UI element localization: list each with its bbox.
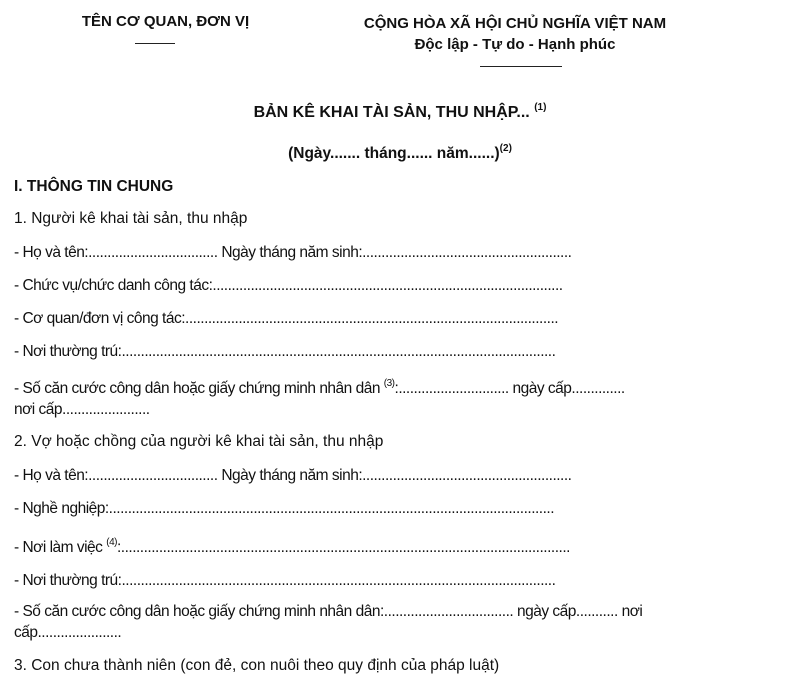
declarant-name-line: - Họ và tên:.................................. Ngày tháng năm sinh:....................................................... <box>14 244 572 261</box>
motto-underline <box>480 66 562 67</box>
declarant-position-line: - Chức vụ/chức danh công tác:............................................................................................ <box>14 277 563 294</box>
declarant-id-label: - Số căn cước công dân hoặc giấy chứng minh nhân dân <box>14 380 384 397</box>
spouse-workplace-label: - Nơi làm việc <box>14 539 107 556</box>
agency-underline <box>135 43 175 44</box>
spouse-id-line: - Số căn cước công dân hoặc giấy chứng minh nhân dân:.................................. ngày cấp........... nơi <box>14 603 643 620</box>
form-title <box>0 104 800 122</box>
declarant-subheading: 1. Người kê khai tài sản, thu nhập <box>14 210 248 227</box>
spouse-id-place-line: cấp...................... <box>14 624 122 641</box>
spouse-residence-line: - Nơi thường trú:.................................................................................................................. <box>14 572 556 589</box>
workplace-footnote: (4) <box>106 537 117 548</box>
id-footnote: (3) <box>383 378 395 389</box>
children-subheading: 3. Con chưa thành niên (con đẻ, con nuôi theo quy định của pháp luật) <box>14 657 500 674</box>
date-footnote: (2) <box>499 143 512 154</box>
national-header <box>325 13 705 55</box>
nation-name: CỘNG HÒA XÃ HỘI CHỦ NGHĨA VIỆT NAM <box>363 15 667 32</box>
spouse-subheading: 2. Vợ hoặc chồng của người kê khai tài sản, thu nhập <box>14 433 384 450</box>
form-date-text: (Ngày....... tháng...... năm......) <box>288 145 500 162</box>
form-date <box>0 145 800 163</box>
declarant-id-line <box>14 380 625 398</box>
spouse-workplace-fill: :...................................................................................................................... <box>116 539 570 556</box>
spouse-workplace-line <box>14 539 570 557</box>
spouse-occupation-line: - Nghề nghiệp:..................................................................................................................... <box>14 500 555 517</box>
declarant-residence-line: - Nơi thường trú:.................................................................................................................. <box>14 343 556 360</box>
declarant-id-place-line: nơi cấp....................... <box>14 401 150 418</box>
agency-name: TÊN CƠ QUAN, ĐƠN VỊ <box>81 13 250 30</box>
declarant-agency-line: - Cơ quan/đơn vị công tác:.................................................................................................. <box>14 310 559 327</box>
motto: Độc lập - Tự do - Hạnh phúc <box>414 36 616 53</box>
spouse-name-line: - Họ và tên:.................................. Ngày tháng năm sinh:....................................................... <box>14 467 572 484</box>
title-footnote: (1) <box>534 102 547 113</box>
declarant-id-fill: :............................. ngày cấp.............. <box>394 380 625 397</box>
section-heading: I. THÔNG TIN CHUNG <box>14 178 174 195</box>
form-title-text: BẢN KÊ KHAI TÀI SẢN, THU NHẬP... <box>253 104 530 121</box>
